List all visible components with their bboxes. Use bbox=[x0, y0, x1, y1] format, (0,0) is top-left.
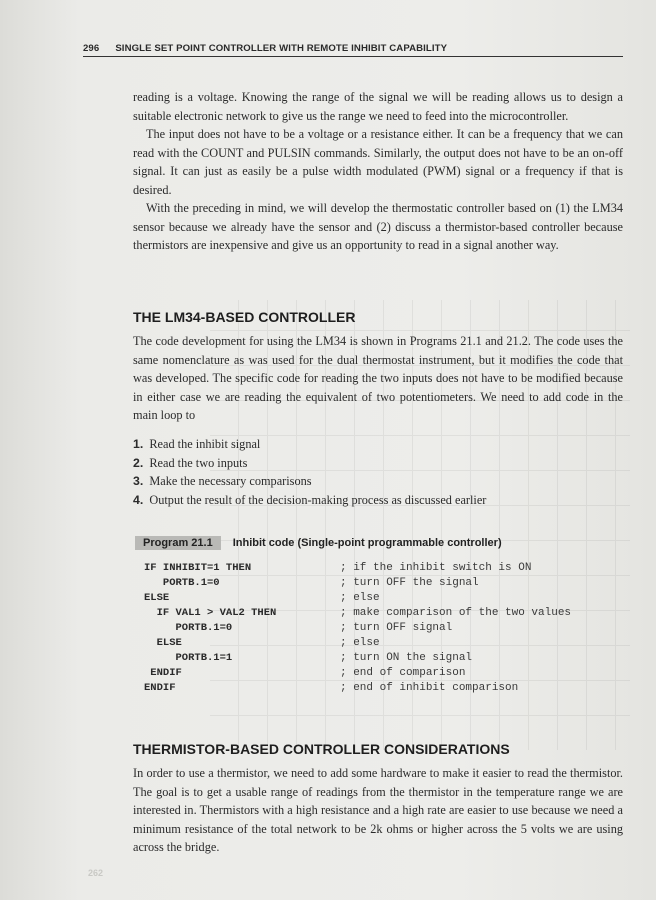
code-comment: ; end of inhibit comparison bbox=[340, 682, 519, 694]
code-block bbox=[144, 561, 276, 696]
running-header bbox=[83, 40, 623, 57]
code-comment: ; if the inhibit switch is ON bbox=[340, 562, 532, 574]
section1-paragraph: The code development for using the LM34 is shown in Programs 21.1 and 21.2. The code uses the same nomenclature as was used for the dual thermostat instrument, but it modifies the code that was developed. The specific code for reading the two inputs does not have to be modified because in either case we are reading the equivalent of two potentiometers. We need to add code in the main loop to bbox=[133, 334, 623, 422]
intro-paragraph-1: reading is a voltage. Knowing the range of the signal we will be reading allows us to design a suitable electronic network to give us the range we need to feed into the microcontroller. bbox=[133, 90, 623, 123]
code-comment: ; else bbox=[340, 592, 380, 604]
code-line: ELSE bbox=[144, 592, 170, 604]
code-line: PORTB.1=0 bbox=[144, 577, 220, 589]
code-comment: ; turn OFF signal bbox=[340, 622, 453, 634]
code-line: PORTB.1=1 bbox=[144, 652, 233, 664]
code-line: ELSE bbox=[144, 637, 182, 649]
code-comment: ; end of comparison bbox=[340, 667, 466, 679]
code-comment: ; turn OFF the signal bbox=[340, 577, 479, 589]
code-comment: ; make comparison of the two values bbox=[340, 607, 572, 619]
code-line: ENDIF bbox=[144, 682, 176, 694]
bleed-page-number: 262 bbox=[88, 868, 104, 878]
program-caption bbox=[135, 536, 502, 550]
code-line: IF VAL1 > VAL2 THEN bbox=[144, 607, 277, 619]
program-title: Inhibit code (Single-point programmable controller) bbox=[232, 537, 502, 549]
section-heading-thermistor: THERMISTOR-BASED CONTROLLER CONSIDERATIONS bbox=[133, 741, 510, 757]
section2-paragraph: In order to use a thermistor, we need to add some hardware to make it easier to read the thermistor. The goal is to get a usable range of readings from the thermistor in the temperature range we are interested in. Thermistors with a high resistance and a high rate are easier to use because we need a minimum resistance of the total network to be 2k ohms or higher across the 5 volts we are using across the bridge. bbox=[133, 766, 623, 854]
code-comment: ; else bbox=[340, 637, 380, 649]
steps-list bbox=[133, 435, 613, 509]
program-label: Program 21.1 bbox=[135, 536, 221, 550]
list-item: 3. Make the necessary comparisons bbox=[133, 474, 312, 488]
list-item: 1. Read the inhibit signal bbox=[133, 437, 261, 451]
intro-text bbox=[133, 88, 623, 255]
section-heading-lm34: THE LM34-BASED CONTROLLER bbox=[133, 309, 356, 325]
page-number: 296 bbox=[83, 43, 100, 54]
code-line: IF INHIBIT=1 THEN bbox=[144, 562, 252, 574]
code-line: PORTB.1=0 bbox=[144, 622, 233, 634]
code-line: ENDIF bbox=[144, 667, 182, 679]
list-item: 2. Read the two inputs bbox=[133, 455, 248, 470]
code-comments bbox=[340, 561, 571, 696]
intro-paragraph-3: With the preceding in mind, we will develop the thermostatic controller based on (1) the LM34 sensor because we already have the sensor and (2) discuss a thermistor-based controller because thermistors are inexpensive and give us an opportunity to read in a signal another way. bbox=[133, 201, 623, 252]
intro-paragraph-2: The input does not have to be a voltage or a resistance either. It can be a frequency that we can read with the COUNT and PULSIN commands. Similarly, the output does not have to be an on-off signal. It can just as easily be a pulse width modulated (PWM) signal or a frequency if that is desired. bbox=[133, 127, 623, 197]
code-comment: ; turn ON the signal bbox=[340, 652, 473, 664]
list-item: 4. Output the result of the decision-making process as discussed earlier bbox=[133, 492, 487, 507]
running-title: SINGLE SET POINT CONTROLLER WITH REMOTE INHIBIT CAPABILITY bbox=[115, 43, 448, 54]
